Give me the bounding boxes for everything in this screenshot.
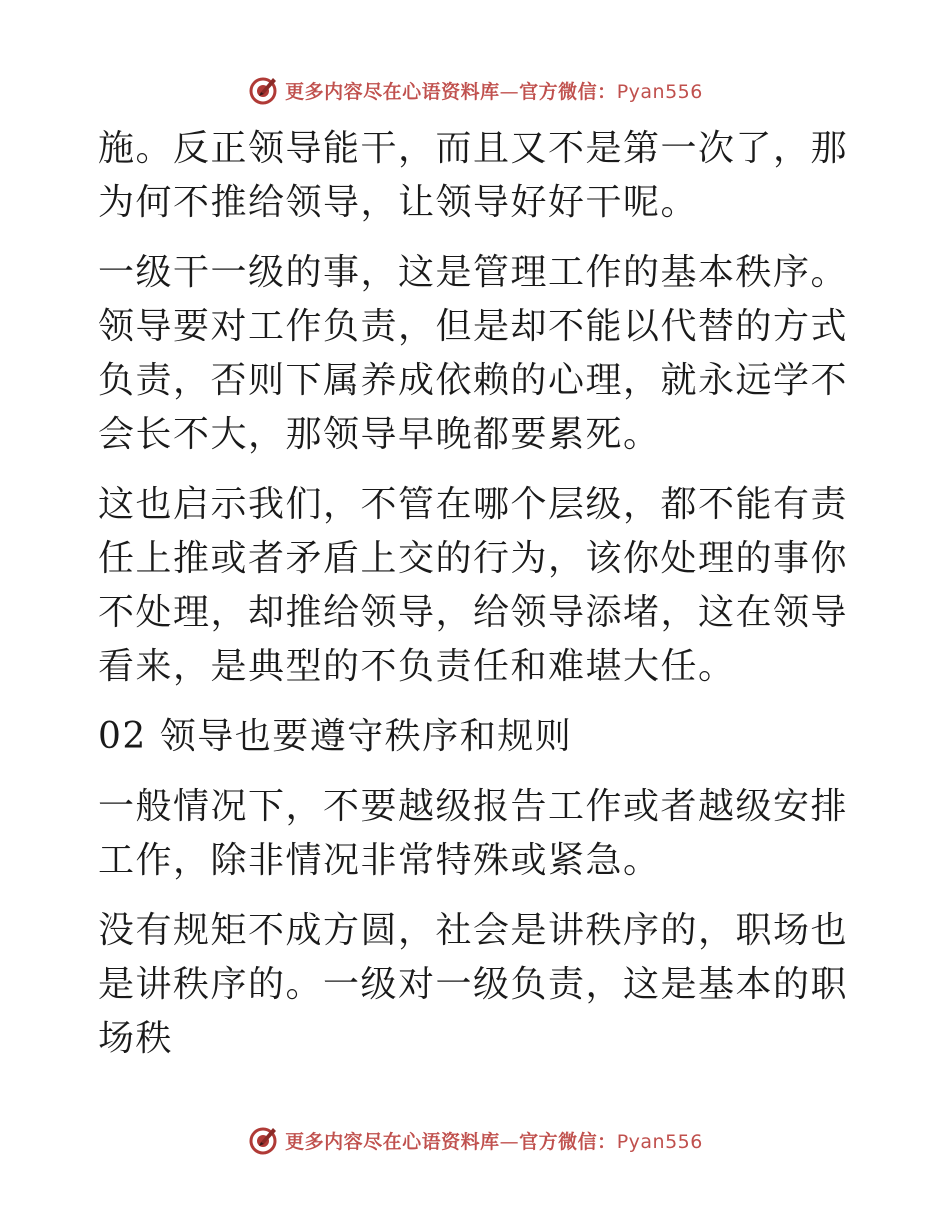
footer-banner — [0, 1120, 950, 1160]
paragraph-1: 施。反正领导能干，而且又不是第一次了，那为何不推给领导，让领导好好干呢。 — [98, 128, 849, 223]
header-banner-inner — [247, 74, 703, 106]
paragraph-5: 没有规矩不成方圆，社会是讲秩序的，职场也是讲秩序的。一级对一级负责，这是基本的职场秩 — [98, 910, 849, 1059]
footer-banner-inner — [247, 1124, 703, 1156]
banner-official-label: 官方微信： — [519, 80, 617, 103]
paragraph-4: 一般情况下，不要越级报告工作或者越级安排工作，除非情况非常特殊或紧急。 — [98, 786, 849, 881]
banner-main-text: 更多内容尽在心语资料库 — [285, 1130, 500, 1153]
banner-official-label: 官方微信： — [519, 1130, 617, 1153]
banner-dash: — — [499, 80, 520, 103]
document-body — [98, 122, 858, 1066]
pen-logo-icon — [247, 74, 279, 106]
banner-text — [285, 77, 703, 104]
pen-logo-icon — [247, 1124, 279, 1156]
section-heading: 02 领导也要遵守秩序和规则 — [98, 716, 573, 757]
banner-main-text: 更多内容尽在心语资料库 — [285, 80, 500, 103]
paragraph-2: 一级干一级的事，这是管理工作的基本秩序。领导要对工作负责，但是却不能以代替的方式负责，否则下属养成依赖的心理，就永远学不会长不大，那领导早晚都要累死。 — [98, 252, 849, 455]
header-banner — [0, 70, 950, 110]
banner-wechat-handle: Pyan556 — [616, 80, 703, 103]
banner-wechat-handle: Pyan556 — [616, 1130, 703, 1153]
paragraph-3: 这也启示我们，不管在哪个层级，都不能有责任上推或者矛盾上交的行为，该你处理的事你不处理，却推给领导，给领导添堵，这在领导看来，是典型的不负责任和难堪大任。 — [98, 484, 849, 687]
banner-dash: — — [499, 1130, 520, 1153]
banner-text — [285, 1127, 703, 1154]
